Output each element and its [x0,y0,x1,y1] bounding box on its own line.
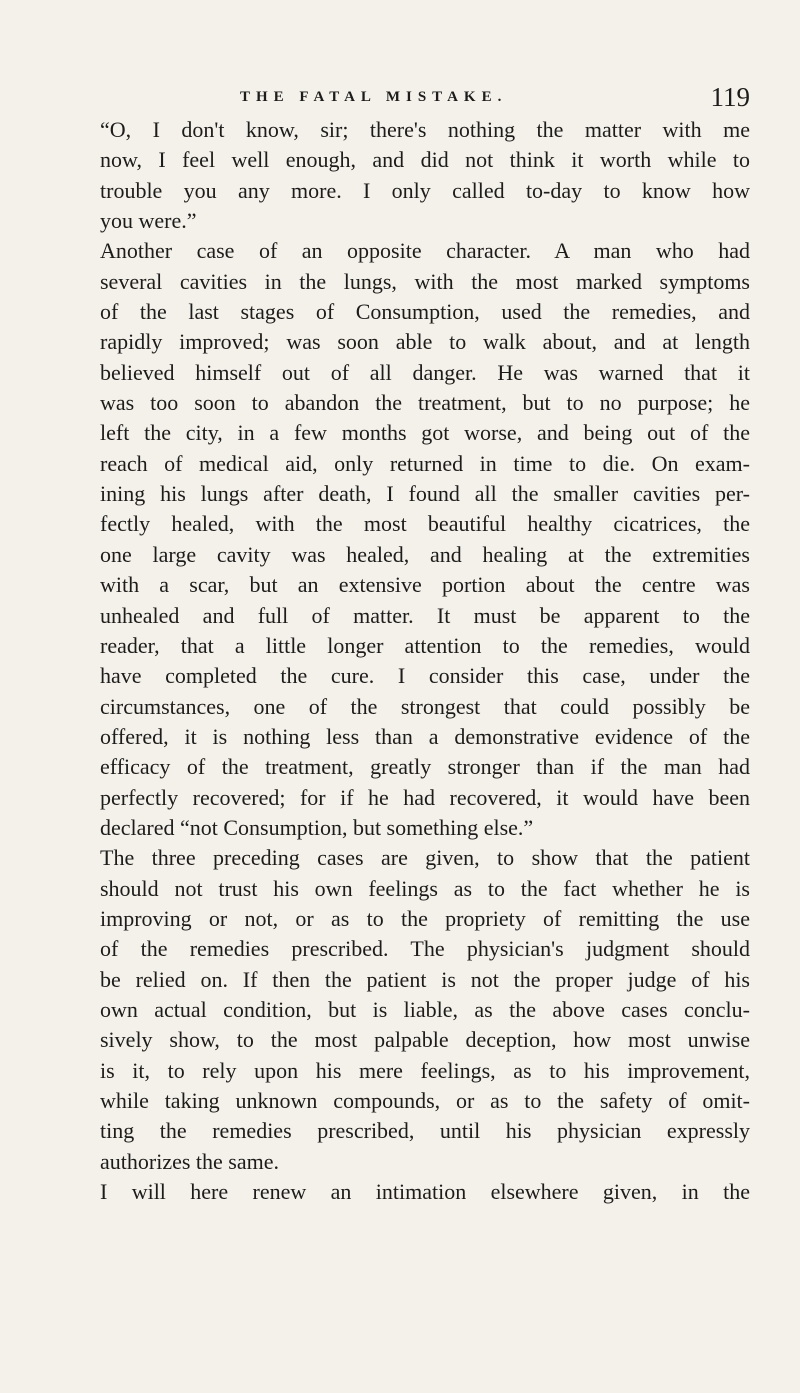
text-line: declared “not Consumption, but something else.” [100,814,534,840]
text-line: while taking unknown compounds, or as to the safety of omit- [100,1088,750,1113]
text-line: trouble you any more. I only called to-day to know how [100,177,750,203]
text-line: you were.” [100,208,197,234]
running-title: THE FATAL MISTAKE. [240,89,508,105]
text-line: of the remedies prescribed. The physician's judgment should [100,936,750,962]
text-line: efficacy of the treatment, greatly stronger than if the man had [100,754,750,780]
text-line: is it, to rely upon his mere feelings, as to his improvement, [100,1057,750,1083]
page-number: 119 [710,82,750,112]
text-line: reach of medical aid, only returned in time to die. On exam- [100,450,750,476]
running-head [100,80,750,114]
text-line: I will here renew an intimation elsewhere given, in the [100,1179,750,1205]
text-line: believed himself out of all danger. He was warned that it [100,359,750,385]
text-line: improving or not, or as to the propriety of remitting the use [100,905,750,931]
text-line: be relied on. If then the patient is not the proper judge of his [100,966,750,992]
text-line: ting the remedies prescribed, until his physician expressly [100,1118,750,1144]
text-line: perfectly recovered; for if he had recovered, it would have been [100,784,750,810]
text-line: ining his lungs after death, I found all the smaller cavities per- [100,481,750,507]
text-line: circumstances, one of the strongest that could possibly be [100,693,750,719]
text-line: have completed the cure. I consider this case, under the [100,663,750,689]
text-line: with a scar, but an extensive portion about the centre was [100,572,750,598]
text-line: The three preceding cases are given, to show that the patient [100,845,750,871]
text-line: “O, I don't know, sir; there's nothing the matter with me [100,117,750,142]
text-line: now, I feel well enough, and did not think it worth while to [100,147,750,173]
text-line: authorizes the same. [100,1148,279,1174]
text-line: one large cavity was healed, and healing at the extremities [100,541,750,567]
body-text [100,115,750,1207]
text-line: left the city, in a few months got worse, and being out of the [100,420,750,446]
text-line: several cavities in the lungs, with the most marked symptoms [100,268,750,294]
text-line: offered, it is nothing less than a demonstrative evidence of the [100,723,750,749]
text-line: of the last stages of Consumption, used the remedies, and [100,299,750,325]
text-line: own actual condition, but is liable, as the above cases conclu- [100,996,750,1022]
text-line: reader, that a little longer attention to the remedies, would [100,632,750,658]
text-line: was too soon to abandon the treatment, but to no purpose; he [100,390,750,416]
text-line: fectly healed, with the most beautiful healthy cicatrices, the [100,511,750,537]
text-line: should not trust his own feelings as to the fact whether he is [100,875,750,901]
text-line: Another case of an opposite character. A man who had [100,238,750,264]
text-line: sively show, to the most palpable deception, how most unwise [100,1027,750,1053]
text-line: rapidly improved; was soon able to walk about, and at length [100,329,750,355]
text-line: unhealed and full of matter. It must be apparent to the [100,602,750,628]
